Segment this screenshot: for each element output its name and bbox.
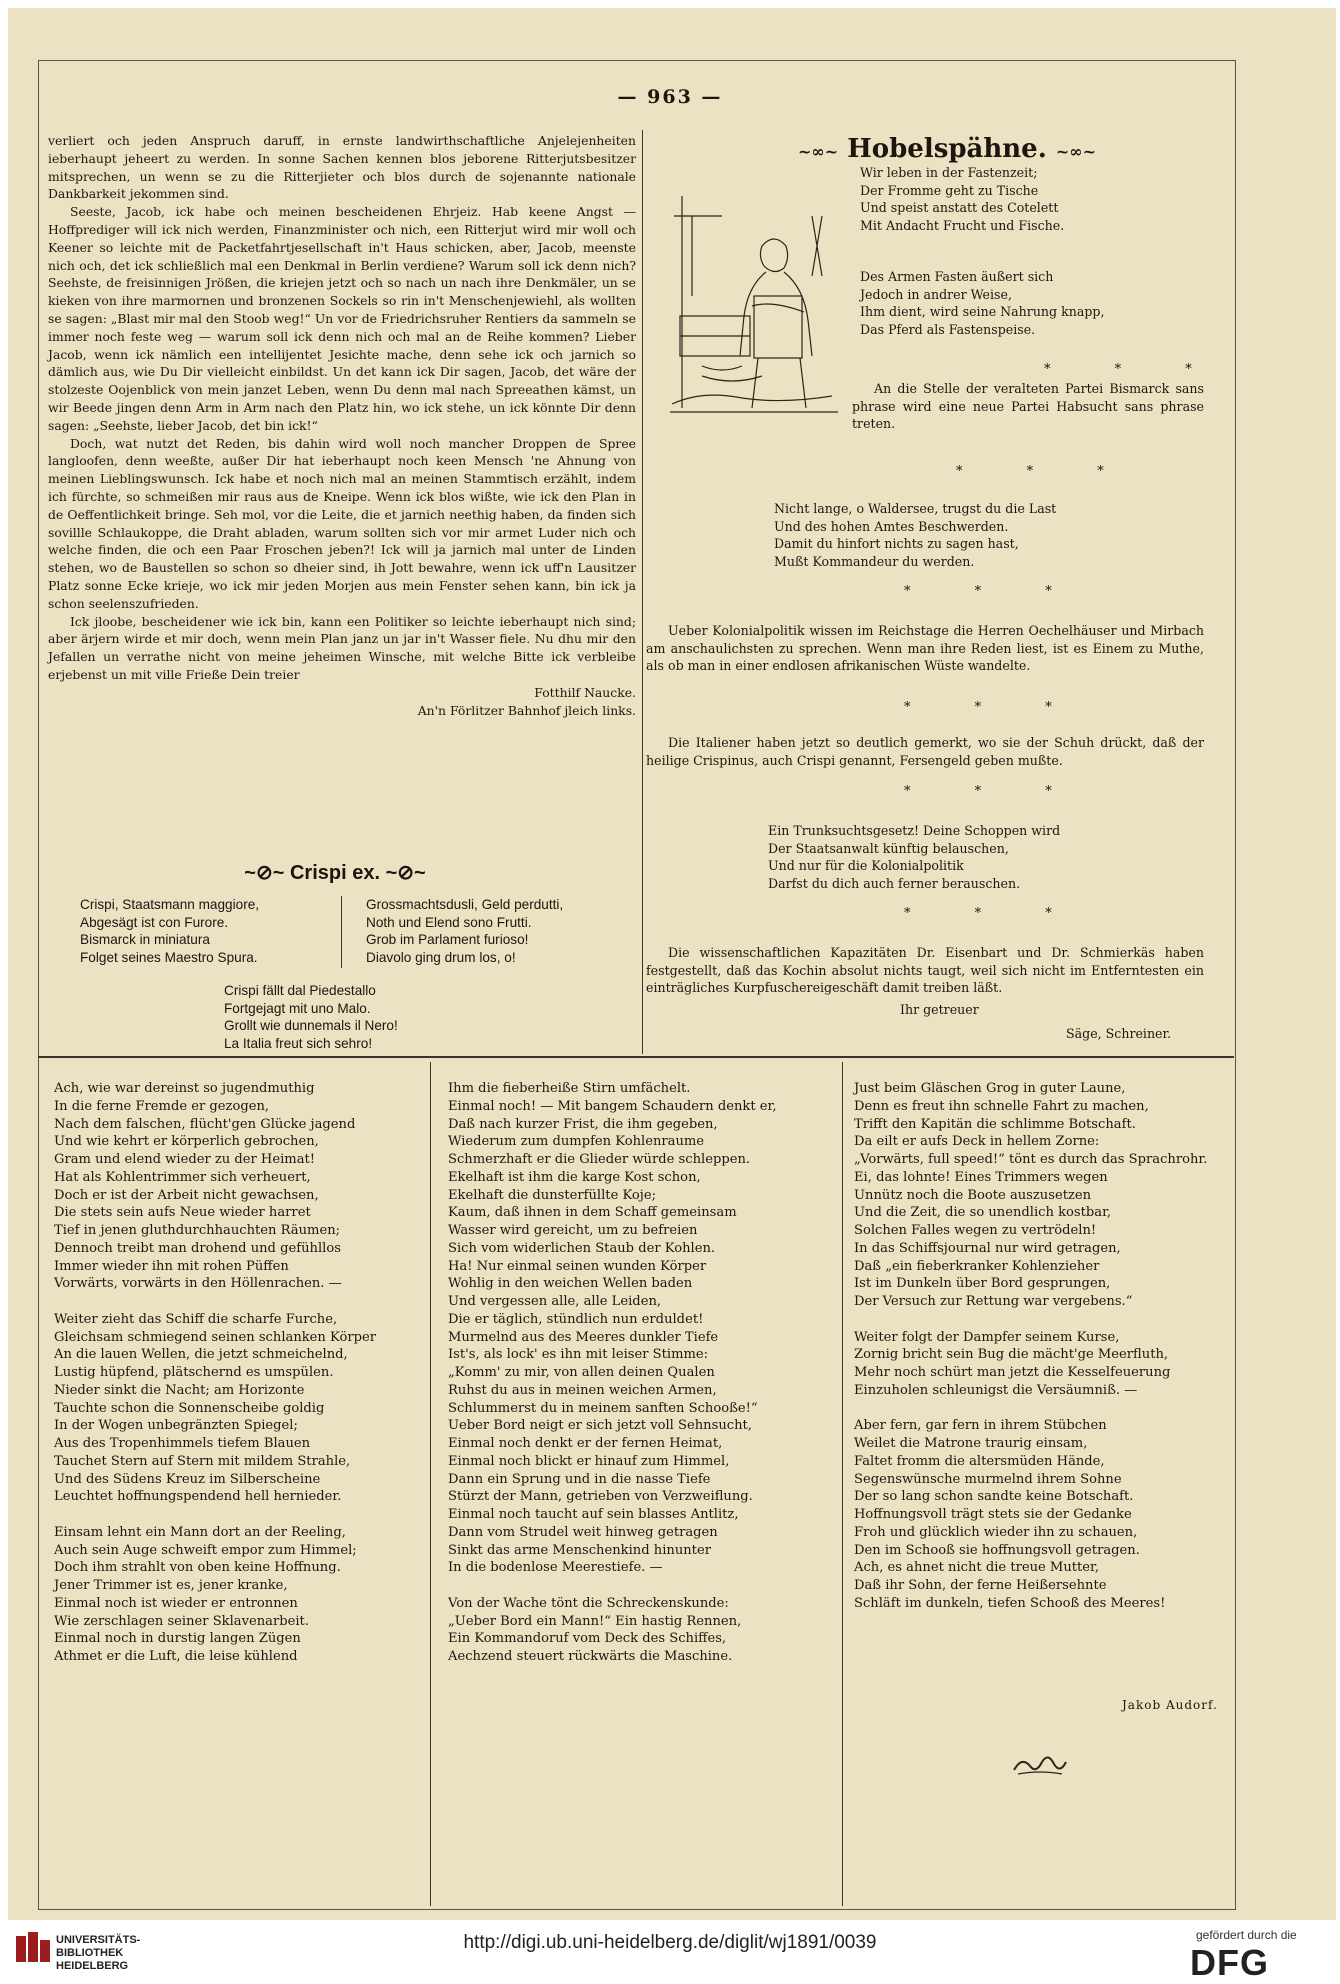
verse-line: Athmet er die Luft, die leise kühlend — [54, 1649, 298, 1664]
stanza-gap — [54, 1506, 424, 1524]
verse-line: Trifft den Kapitän die schlimme Botschaft. — [854, 1116, 1136, 1132]
verse-line: Wiederum zum dumpfen Kohlenraume — [448, 1134, 705, 1150]
verse-line: In die bodenlose Meerestiefe. — — [448, 1560, 663, 1576]
verse-line: Jener Trimmer ist es, jener kranke, — [54, 1578, 288, 1593]
verse-line: Wohlig in den weichen Wellen baden — [448, 1276, 693, 1292]
verse-line: Murmelnd aus des Meeres dunkler Tiefe — [448, 1329, 719, 1345]
verse-line: Daß ihr Sohn, der ferne Heißersehnte — [854, 1578, 1107, 1593]
dfg-logo: DFG — [1190, 1942, 1269, 1983]
verse-line: Wie zerschlagen seiner Sklavenarbeit. — [54, 1613, 309, 1629]
stanza-gap — [54, 1293, 424, 1311]
verse-line: Aus des Tropenhimmels tiefem Blauen — [54, 1436, 311, 1451]
verse-line: Ueber Bord neigt er sich jetzt voll Sehnsucht, — [448, 1418, 752, 1434]
section-divider — [38, 1056, 1234, 1058]
verse-line: Wir leben in der Fastenzeit; — [860, 165, 1038, 180]
verse-line: Jedoch in andrer Weise, — [860, 286, 1012, 302]
poem-column-3 — [854, 1080, 1234, 1613]
verse-line: Der Staatsanwalt künftig belauschen, — [768, 840, 1009, 856]
verse-line: Sich vom widerlichen Staub der Kohlen. — [448, 1240, 716, 1256]
lib-line: BIBLIOTHEK — [56, 1947, 124, 1959]
verse-line: Einzuholen schleunigst die Versäumniß. — — [854, 1382, 1138, 1398]
crispi-title-text: Crispi ex. — [289, 862, 381, 884]
ornament-icon: ~⊘~ — [385, 862, 426, 884]
verse-line: Grossmachtsdusli, Geld perdutti, — [366, 897, 564, 912]
crispi-left-stanza — [80, 896, 330, 966]
verse-line: Folget seines Maestro Spura. — [80, 949, 258, 965]
verse-line: Der so lang schon sandte keine Botschaft. — [854, 1489, 1134, 1505]
crispi-right-stanza — [366, 896, 626, 966]
section-stars: * * * — [904, 700, 1082, 715]
crispi-final-stanza — [224, 982, 524, 1052]
verse-line: Nach dem falschen, flücht'gen Glücke jagend — [54, 1116, 356, 1132]
verse-line: Gleichsam schmiegend seinen schlanken Körper — [54, 1329, 376, 1345]
verse-line: Daß nach kurzer Frist, die ihm gegeben, — [448, 1116, 718, 1132]
article-signature: Fotthilf Naucke. — [534, 684, 636, 700]
verse-line: Crispi, Staatsmann maggiore, — [80, 897, 260, 912]
ornament-icon: ~⊘~ — [244, 862, 285, 884]
verse-line: Faltet fromm die altersmüden Hände, — [854, 1453, 1105, 1469]
verse-line: Froh und glücklich wieder ihn zu schauen, — [854, 1524, 1138, 1540]
verse-line: In das Schiffsjournal nur wird getragen, — [854, 1240, 1121, 1256]
verse-line: Der Fromme geht zu Tische — [860, 182, 1039, 198]
verse-line: Der Versuch zur Rettung war vergebens.“ — [854, 1294, 1133, 1309]
hobel-paragraph-4 — [646, 944, 1204, 997]
verse-line: Ein Kommandoruf vom Deck des Schiffes, — [448, 1631, 727, 1647]
verse-line: Einmal noch in durstig langen Zügen — [54, 1631, 301, 1647]
verse-line: Ach, es ahnet nicht die treue Mutter, — [854, 1560, 1100, 1576]
section-stars: * * * — [956, 464, 1134, 479]
verse-line: Schläft im dunkeln, tiefen Schooß des Meeres! — [854, 1595, 1166, 1611]
section-stars: * * * — [1044, 362, 1222, 377]
hobel-paragraph-2 — [646, 622, 1204, 675]
section-stars: * * * — [904, 784, 1082, 799]
article-left-column — [48, 132, 636, 719]
verse-line: „Vorwärts, full speed!“ tönt es durch das Sprachrohr. — [854, 1152, 1208, 1167]
verse-line: Immer wieder ihn mit rohen Püffen — [54, 1258, 289, 1274]
verse-line: Gram und elend wieder zu der Heimat! — [54, 1152, 316, 1167]
verse-line: Einsam lehnt ein Mann dort an der Reeling, — [54, 1524, 346, 1540]
stanza-gap — [448, 1577, 838, 1595]
verse-line: Zornig bricht sein Bug die mächt'ge Meerfluth, — [854, 1347, 1169, 1363]
verse-line: Noth und Elend sono Frutti. — [366, 914, 532, 930]
verse-line: Schmerzhaft er die Glieder würde schleppen. — [448, 1152, 751, 1167]
verse-line: Abgesägt ist con Furore. — [80, 914, 229, 930]
verse-line: Ihm dient, wird seine Nahrung knapp, — [860, 304, 1105, 320]
verse-line: Kaum, daß ihnen in dem Schaff gemeinsam — [448, 1205, 737, 1221]
paragraph-text: Die wissenschaftlichen Kapazitäten Dr. Eisenbart und Dr. Schmierkäs haben festgestellt, daß das Kochin absolut nichts taugt, weil sich nicht im Entferntesten ein einträgliches Kurpfuschereigeschäft damit treiben läßt. — [646, 945, 1204, 996]
article-paragraph: Doch, wat nutzt det Reden, bis dahin wird woll noch mancher Droppen de Spree langloofen, denn weeßte, außer Dir hat ieberhaupt noch keen Mensch 'ne Ahnung von meinen Lieblingswunsch. Ick habe et noch nich mal an meinen Stammtisch erzählt, indem ich fürchte, so schmeißen mir raus aus de Kneipe. Wenn ick blos wißte, wie ick den Plan in de Oeffentlichkeit bringe. Seh mol, vor die Leite, die et jarnich neethig haben, da finden sich sovillle Schlaukoppe, die Draht abladen, warum sollten sich vor mir armet Luder nich och welche finden, die och een Paar Froschen jeben?! Ick will ja jarnich mal unter de Linden stehen, wo de Baustellen so schon so dheier sind, ih Jott bewahre, wenn ick uff'n Lausitzer Platz sonne Ecke krieje, wo ick mir jeden Morjen aus mein Fenster sehen kann, bin ick ja schon seelenszufrieden. — [48, 435, 636, 611]
verse-line: Und vergessen alle, alle Leiden, — [448, 1294, 662, 1309]
verse-line: Unnütz noch die Boote auszusetzen — [854, 1187, 1092, 1203]
verse-line: Ein Trunksuchtsgesetz! Deine Schoppen wird — [768, 823, 1061, 838]
verse-line: Grob im Parlament furioso! — [366, 932, 529, 948]
stanza-gap — [854, 1400, 1234, 1418]
verse-line: Segenswünsche murmelnd ihrem Sohne — [854, 1471, 1122, 1487]
verse-line: Ruhst du aus in meinen weichen Armen, — [448, 1382, 717, 1398]
verse-line: „Ueber Bord ein Mann!“ Ein hastig Rennen, — [448, 1613, 742, 1629]
ornament-icon: ~∞~ — [1055, 142, 1096, 161]
column-divider — [430, 1062, 431, 1906]
university-name — [56, 1934, 140, 1973]
verse-line: Tief in jenen gluthdurchhauchten Räumen; — [54, 1223, 341, 1238]
verse-line: Doch ihm strahlt von oben keine Hoffnung. — [54, 1560, 341, 1576]
article-place: An'n Förlitzer Bahnhof jleich links. — [417, 702, 636, 718]
verse-line: Einmal noch blickt er hinauf zum Himmel, — [448, 1453, 730, 1469]
verse-line: Diavolo ging drum los, o! — [366, 949, 516, 965]
verse-line: Just beim Gläschen Grog in guter Laune, — [854, 1081, 1126, 1096]
verse-line: Hat als Kohlentrimmer sich verheuert, — [54, 1169, 311, 1185]
verse-line: Solchen Falles wegen zu vertrödeln! — [854, 1223, 1097, 1238]
verse-line: Fortgejagt mit uno Malo. — [224, 1000, 371, 1016]
column-divider — [642, 130, 643, 1054]
verse-line: Damit du hinfort nichts zu sagen hast, — [774, 536, 1019, 552]
verse-line: Des Armen Fasten äußert sich — [860, 269, 1054, 284]
article-paragraph: verliert och jeden Anspruch daruff, in ernste landwirthschaftliche Anjelejenheiten ieberhaupt jeheert zu werden. In sonne Sachen kennen blos jeborene Ritterjutsbesitzer mitsprechen, un wenn se zu die Ritterjieter och blos durch de sojenannte nationale Dankbarkeit jekommen sind. — [48, 133, 636, 202]
verse-line: Denn es freut ihn schnelle Fahrt zu machen, — [854, 1098, 1149, 1114]
university-logo-icon — [14, 1930, 52, 1968]
verse-line: Ach, wie war dereinst so jugendmuthig — [54, 1081, 315, 1096]
verse-line: La Italia freut sich sehro! — [224, 1035, 373, 1051]
verse-line: Und nur für die Kolonialpolitik — [768, 858, 964, 874]
verse-line: Mit Andacht Frucht und Fische. — [860, 217, 1065, 233]
paragraph-text: An die Stelle der veralteten Partei Bismarck sans phrase wird eine neue Partei Habsucht sans phrase treten. — [852, 381, 1204, 432]
hobel-signature: Säge, Schreiner. — [1066, 1026, 1172, 1041]
hobel-title — [792, 134, 1102, 164]
verse-line: Daß „ein fieberkranker Kohlenzieher — [854, 1258, 1100, 1274]
verse-line: Und die Zeit, die so unendlich kostbar, — [854, 1205, 1112, 1221]
verse-line: Dennoch treibt man drohend und gefühllos — [54, 1240, 341, 1256]
verse-line: Hoffnungsvoll trägt stets sie der Gedanke — [854, 1507, 1132, 1522]
verse-line: Ekelhaft ist ihm die karge Kost schon, — [448, 1169, 701, 1185]
verse-line: Auch sein Auge schweift empor zum Himmel; — [54, 1542, 357, 1558]
hobel-paragraph-3 — [646, 734, 1204, 769]
verse-line: Und des Südens Kreuz im Silberscheine — [54, 1471, 321, 1487]
verse-line: Mehr noch schürt man jetzt die Kesselfeuerung — [854, 1365, 1171, 1380]
verse-line: Nicht lange, o Waldersee, trugst du die Last — [774, 501, 1057, 516]
carpenter-illustration-icon — [662, 176, 842, 448]
verse-line: Die er täglich, stündlich nun erduldet! — [448, 1311, 704, 1327]
verse-line: Einmal noch denkt er der fernen Heimat, — [448, 1436, 723, 1451]
verse-line: Leuchtet hoffnungspendend hell hernieder. — [54, 1489, 342, 1505]
crispi-title — [40, 860, 630, 885]
verse-line: In der Wogen unbegränzten Spiegel; — [54, 1418, 298, 1434]
verse-line: Den im Schooß sie hoffnungsvoll getragen. — [854, 1542, 1140, 1558]
verse-line: Ist's, als lock' es ihn mit leiser Stimme: — [448, 1347, 709, 1363]
article-paragraph: Ick jloobe, bescheidener wie ick bin, kann een Politiker so leichte ieberhaupt nich sind; aber ärjern wirde et mir doch, wenn mein Plan janz un jar in't Wasser fiele. Nu dhu mir den Jefallen un verrathe nicht von meine jeheimen Winsche, mit welche Bitte ick verbleibe erjebenst un mit ville Frieße Dein treier — [48, 613, 636, 682]
column-divider — [842, 1062, 843, 1906]
verse-line: Da eilt er aufs Deck in hellem Zorne: — [854, 1134, 1100, 1150]
stanza-gap — [854, 1311, 1234, 1329]
sponsor-text: gefördert durch die — [1196, 1928, 1297, 1942]
poem-column-1 — [54, 1080, 424, 1666]
verse-line: Von der Wache tönt die Schreckenskunde: — [448, 1595, 729, 1611]
hobel-stanza-4 — [768, 822, 1060, 892]
verse-line: Tauchet Stern auf Stern mit mildem Strahle, — [54, 1453, 351, 1469]
verse-line: Tauchte schon die Sonnenscheibe goldig — [54, 1400, 325, 1416]
page-number: — 963 — — [617, 86, 723, 108]
verse-line: Weiter zieht das Schiff die scharfe Furche, — [54, 1311, 338, 1327]
verse-line: Dann ein Sprung und in die nasse Tiefe — [448, 1471, 711, 1487]
verse-line: Einmal noch taucht auf sein blasses Antlitz, — [448, 1507, 739, 1522]
verse-line: Ha! Nur einmal seinen wunden Körper — [448, 1258, 707, 1274]
verse-line: Einmal noch! — Mit bangem Schaudern denkt er, — [448, 1098, 777, 1114]
verse-line: Einmal noch ist wieder er entronnen — [54, 1595, 298, 1611]
verse-line: Aber fern, gar fern in ihrem Stübchen — [854, 1418, 1107, 1434]
article-paragraph: Seeste, Jacob, ick habe och meinen bescheidenen Ehrjeiz. Hab keene Angst — Hoffprediger will ick nich werden, Finanzminister och nich, een Ritterjut wird mir woll och Keener so leichte mit de Packetfahrtjesellschaft in't Haus schicken, aber, Jacob, meenste nich och, det ick schließlich mal een Denkmal in Berlin verdiene? Warum soll ick denn nich? Seehste, de freisinnigen Jrößen, die kriejen jetzt och so nach un nach ihre Denkmäler, un se kieken von ihre marmornen und bronzenen Sockels so rin in't Menschenjewiehl, als wollten se sagen: „Blast mir mal den Stoob weg!“ Un vor de Friedrichsruher Rentiers da sammeln se immer noch feste weg — warum soll ick denn nich och mal an de Reihe kommen? Lieber Jacob, wenn ick nämlich een intellijentet Jesichte mache, denn sehe ick och jarnich so dämlich aus, wie Du Dir vielleicht einbildst. Un det kann ick Dir sagen, Jacob, det wäre der stolzeste Oojenblick von mein janzet Leben, wenn Du denn mal nach Spreeathen kämst, un wir Beede jingen denn Arm in Arm nach den Platz hin, wo ick stehe, un ick könnte Dir denn sagen: „Seehste, lieber Jacob, det bin ick!“ — [48, 204, 636, 433]
verse-line: Doch er ist der Arbeit nicht gewachsen, — [54, 1187, 319, 1203]
hobel-paragraph-1 — [852, 380, 1204, 433]
verse-line: Ist im Dunkeln über Bord gesprungen, — [854, 1276, 1111, 1292]
hobel-stanza-2 — [860, 268, 1104, 338]
verse-line: Mußt Kommandeur du werden. — [774, 553, 975, 569]
closing-text: Ihr getreuer — [900, 1002, 979, 1017]
verse-line: Das Pferd als Fastenspeise. — [860, 321, 1036, 337]
verse-line: Vorwärts, vorwärts in den Höllenrachen. — — [54, 1276, 342, 1292]
verse-line: Nieder sinkt die Nacht; am Horizonte — [54, 1382, 305, 1398]
verse-line: Und wie kehrt er körperlich gebrochen, — [54, 1134, 319, 1150]
verse-line: „Komm' zu mir, von allen deinen Qualen — [448, 1365, 715, 1380]
verse-line: Wasser wird gereicht, um zu befreien — [448, 1223, 698, 1238]
verse-line: Ihm die fieberheiße Stirn umfächelt. — [448, 1081, 691, 1096]
paragraph-text: Ueber Kolonialpolitik wissen im Reichstage die Herren Oechelhäuser und Mirbach am anschaulichsten zu sprechen. Wenn man ihre Reden liest, ist es Einem zu Muthe, als ob man in einer endlosen afrikanischen Wüste wandelte. — [646, 623, 1204, 674]
poem-author: Jakob Audorf. — [1122, 1698, 1218, 1712]
hobel-title-text: Hobelspähne. — [847, 134, 1047, 164]
section-stars: * * * — [904, 906, 1082, 921]
verse-line: Und des hohen Amtes Beschwerden. — [774, 518, 1009, 534]
verse-line: Die stets sein aufs Neue wieder harret — [54, 1205, 311, 1221]
verse-line: Sinkt das arme Menschenkind hinunter — [448, 1542, 711, 1558]
paragraph-text: Die Italiener haben jetzt so deutlich gemerkt, wo sie der Schuh drückt, daß der heilige Crispinus, auch Crispi genannt, Fersengeld geben mußte. — [646, 735, 1204, 768]
lib-line: HEIDELBERG — [56, 1960, 129, 1972]
verse-line: Und speist anstatt des Cotelett — [860, 200, 1059, 216]
verse-line: Dann vom Strudel weit hinweg getragen — [448, 1524, 718, 1540]
verse-line: Lustig hüpfend, plätschernd es umspülen. — [54, 1365, 334, 1380]
verse-line: Grollt wie dunnemals il Nero! — [224, 1018, 398, 1034]
source-url-link[interactable]: http://digi.ub.uni-heidelberg.de/diglit/wj1891/0039 — [463, 1932, 877, 1953]
verse-line: In die ferne Fremde er gezogen, — [54, 1098, 270, 1114]
ornament-icon: ~∞~ — [798, 142, 839, 161]
verse-line: Aechzend steuert rückwärts die Maschine. — [448, 1649, 733, 1664]
verse-line: Ekelhaft die dunsterfüllte Koje; — [448, 1187, 657, 1203]
verse-line: Darfst du dich auch ferner berauschen. — [768, 875, 1021, 891]
verse-line: Crispi fällt dal Piedestallo — [224, 983, 376, 998]
verse-line: Weiter folgt der Dampfer seinem Kurse, — [854, 1329, 1120, 1345]
hobel-stanza-1 — [860, 164, 1064, 234]
lib-line: UNIVERSITÄTS- — [56, 1934, 141, 1946]
verse-line: An die lauen Wellen, die jetzt schmeichelnd, — [54, 1347, 348, 1363]
poem-column-2 — [448, 1080, 838, 1666]
verse-line: Weilet die Matrone traurig einsam, — [854, 1436, 1088, 1451]
stanza-divider — [341, 896, 342, 968]
verse-line: Stürzt der Mann, getrieben von Verzweiflung. — [448, 1489, 753, 1505]
verse-line: Ei, das lohnte! Eines Trimmers wegen — [854, 1169, 1108, 1185]
verse-line: Bismarck in miniatura — [80, 932, 210, 948]
ornament-icon — [1010, 1752, 1070, 1778]
verse-line: Schlummerst du in meinem sanften Schooße!“ — [448, 1400, 758, 1416]
hobel-stanza-3 — [774, 500, 1056, 570]
section-stars: * * * — [904, 584, 1082, 599]
